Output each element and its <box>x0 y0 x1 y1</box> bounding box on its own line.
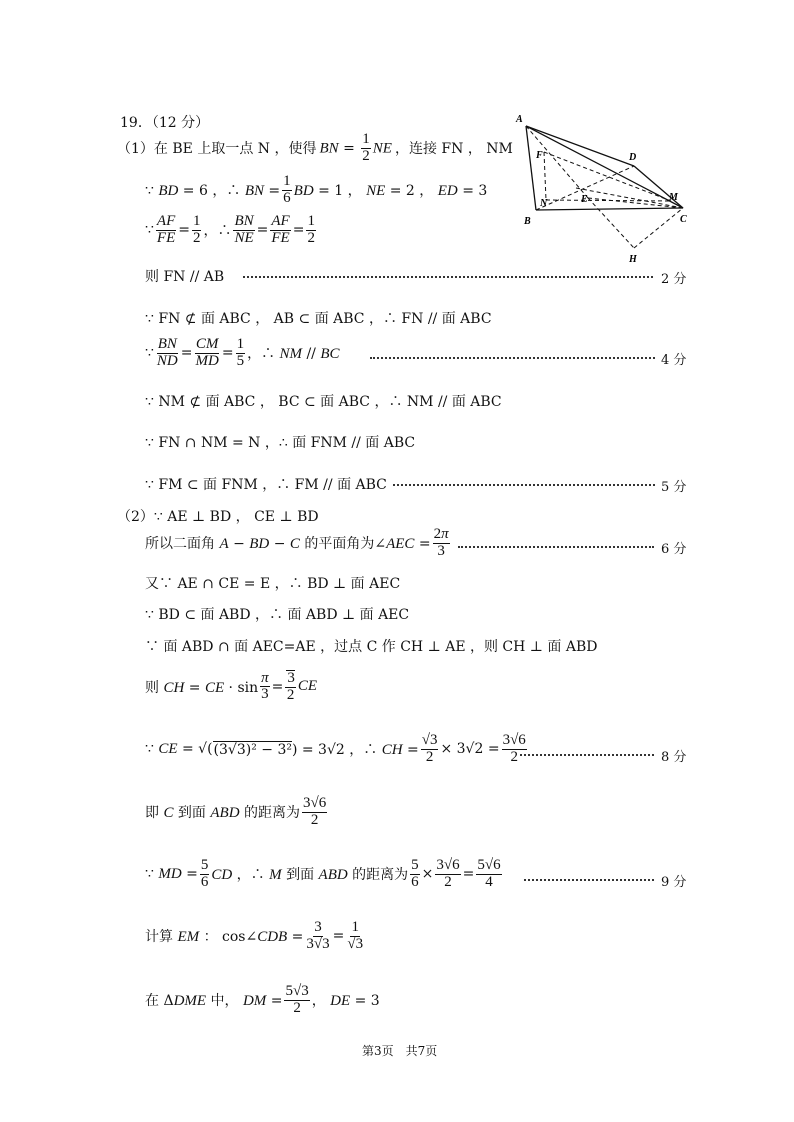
bn-frac-expr: BN = $\frac{1}{2}$ NE <box>319 131 392 164</box>
part2-line9: ∵ MD = $\frac{5}{6}$ CD ，∴ M 到面 ABD 的距离为 $\frac{5}{6}$ × $\frac{3√6}{2}$ = $\frac{5√6}{4}$ <box>145 857 501 890</box>
part1-line9: ∵ FM ⊂ 面 FNM ，∴ FM // 面 ABC <box>145 477 387 493</box>
score-6: 6 分 <box>661 542 687 557</box>
part1-line4: 则 FN // AB <box>145 269 225 285</box>
score-9: 9 分 <box>661 875 687 890</box>
part1-intro-post: ，连接 FN ， NM <box>394 141 513 158</box>
part2-line7: ∵ CE = √( (3√3)² − 3² ) = 3√2 ，∴ CH = $\frac{√3}{2}$ × 3√2 = $\frac{3√6}{2}$ <box>145 732 526 765</box>
score-5: 5 分 <box>661 480 687 495</box>
dotted-leader <box>370 357 655 359</box>
vertex-b-label: B <box>524 216 531 227</box>
part1-line3: ∵ $\frac{AF}{FE}$ = $\frac{1}{2}$ ，∴ $\frac{BN}{NE}$ = $\frac{AF}{FE}$ = $\frac{1}{2}$ <box>145 213 315 246</box>
part1-line2: ∵ BD = 6 ，∴ BN = $\frac{1}{6}$ BD = 1 ， NE = 2 ， ED = 3 <box>145 173 488 206</box>
part1-intro-pre: 在 BE 上取一点 N ，使得 <box>153 141 317 158</box>
vertex-f-label: F <box>536 150 543 161</box>
vertex-d-label: D <box>629 152 637 163</box>
geometry-figure <box>510 108 700 268</box>
vertex-c-label: C <box>680 214 687 225</box>
part1-line8: ∵ FN ∩ NM = N ，∴ 面 FNM // 面 ABC <box>145 435 416 451</box>
part2-line3: 又∵ AE ∩ CE = E ，∴ BD ⊥ 面 AEC <box>145 576 401 592</box>
problem-number: 19．（12 分） <box>120 115 210 131</box>
part1-line6: ∵ $\frac{BN}{ND}$ = $\frac{CM}{MD}$ = $\frac{1}{5}$ ，∴ NM // BC <box>145 336 340 369</box>
dotted-leader <box>243 276 653 278</box>
part2-line5: ∵ 面 ABD ∩ 面 AEC=AE ，过点 C 作 CH ⊥ AE ，则 CH ⊥ 面 ABD <box>145 639 598 655</box>
part2-line10: 计算 EM ： cos∠CDB = $\frac{3}{3√3}$ = $\frac{1}{√3}$ <box>145 919 364 952</box>
part2-line8: 即 C 到面 ABD 的距离为 $\frac{3√6}{2}$ <box>145 795 327 828</box>
vertex-m-label: M <box>669 192 678 203</box>
score-8: 8 分 <box>661 750 687 765</box>
part2-line2: 所以二面角 A − BD − C 的平面角为∠AEC = $\frac{2\pi}{3}$ <box>145 526 449 559</box>
score-2: 2 分 <box>661 272 687 287</box>
part1-line1 <box>117 132 513 165</box>
part1-line5: ∵ FN ⊄ 面 ABC ， AB ⊂ 面 ABC ，∴ FN // 面 ABC <box>145 311 492 327</box>
dotted-leader <box>393 484 655 486</box>
score-4: 4 分 <box>661 353 687 368</box>
part1-line7: ∵ NM ⊄ 面 ABC ， BC ⊂ 面 ABC ，∴ NM // 面 ABC <box>145 394 502 410</box>
vertex-e-label: E <box>581 194 588 205</box>
page-number: 第3页 共7页 <box>362 1044 438 1058</box>
dotted-leader <box>524 879 654 881</box>
part1-label: （1） <box>117 141 154 158</box>
part2-line1 <box>117 506 319 526</box>
dotted-leader <box>458 546 654 548</box>
part2-line11: 在 ΔDME 中， DM = $\frac{5√3}{2}$ ， DE = 3 <box>145 983 380 1016</box>
part2-line4: ∵ BD ⊂ 面 ABD ，∴ 面 ABD ⊥ 面 AEC <box>145 607 410 623</box>
vertex-n-label: N <box>540 198 548 209</box>
vertex-h-label: H <box>629 254 637 265</box>
part2-line1-text: ∵ AE ⊥ BD ， CE ⊥ BD <box>153 509 319 525</box>
part2-label: （2） <box>117 509 154 525</box>
part2-line6: 则 CH = CE · sin $\frac{\pi}{3}$ = $\frac{3}{2}$ CE <box>145 669 318 703</box>
dotted-leader <box>520 754 654 756</box>
vertex-a-label: A <box>516 114 523 125</box>
